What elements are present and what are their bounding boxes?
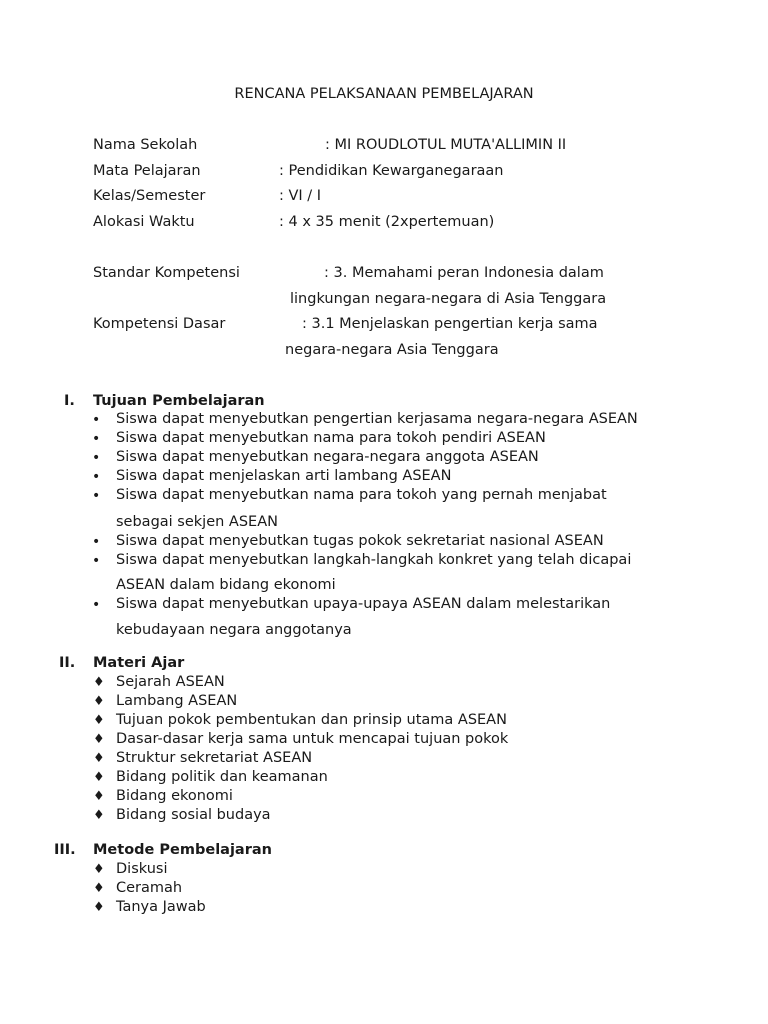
bullet-icon: • (92, 488, 101, 504)
diamond-bullet-icon: ♦ (93, 881, 105, 896)
section-heading: Metode Pembelajaran (93, 842, 272, 858)
school-value: : MI ROUDLOTUL MUTA'ALLIMIN II (325, 137, 567, 153)
kompetensi-dasar-line1: : 3.1 Menjelaskan pengertian kerja sama (302, 316, 598, 332)
bullet-icon: • (92, 431, 101, 447)
section-heading: Materi Ajar (93, 655, 185, 671)
standar-kompetensi-line2: lingkungan negara-negara di Asia Tenggara (290, 291, 607, 307)
list-item: Siswa dapat menjelaskan arti lambang ASEAN (116, 468, 452, 484)
diamond-bullet-icon: ♦ (93, 808, 105, 823)
list-item: Struktur sekretariat ASEAN (116, 750, 313, 766)
standar-kompetensi-line1: : 3. Memahami peran Indonesia dalam (324, 265, 604, 281)
class-value: : VI / I (279, 188, 322, 204)
diamond-bullet-icon: ♦ (93, 770, 105, 785)
section-numeral: III. (54, 842, 76, 858)
list-item-continuation: kebudayaan negara anggotanya (116, 622, 352, 638)
list-item: Bidang ekonomi (116, 788, 233, 804)
list-item: Siswa dapat menyebutkan nama para tokoh pendiri ASEAN (116, 430, 546, 446)
bullet-icon: • (92, 553, 101, 569)
list-item: Bidang sosial budaya (116, 807, 271, 823)
document-title: RENCANA PELAKSANAAN PEMBELAJARAN (234, 86, 534, 102)
section-numeral: II. (59, 655, 76, 671)
list-item: Dasar-dasar kerja sama untuk mencapai tujuan pokok (116, 731, 509, 747)
bullet-icon: • (92, 597, 101, 613)
school-label: Nama Sekolah (93, 137, 198, 153)
subject-value: : Pendidikan Kewarganegaraan (279, 163, 504, 179)
list-item: Bidang politik dan keamanan (116, 769, 328, 785)
list-item: Siswa dapat menyebutkan pengertian kerjasama negara-negara ASEAN (116, 411, 638, 427)
list-item: Ceramah (116, 880, 183, 896)
list-item: Tujuan pokok pembentukan dan prinsip utama ASEAN (116, 712, 507, 728)
section-numeral: I. (64, 393, 75, 409)
diamond-bullet-icon: ♦ (93, 675, 105, 690)
bullet-icon: • (92, 469, 101, 485)
list-item: Siswa dapat menyebutkan nama para tokoh yang pernah menjabat (116, 487, 607, 503)
diamond-bullet-icon: ♦ (93, 751, 105, 766)
list-item: Siswa dapat menyebutkan tugas pokok sekretariat nasional ASEAN (116, 533, 604, 549)
diamond-bullet-icon: ♦ (93, 789, 105, 804)
diamond-bullet-icon: ♦ (93, 900, 105, 915)
time-value: : 4 x 35 menit (2xpertemuan) (279, 214, 495, 230)
diamond-bullet-icon: ♦ (93, 694, 105, 709)
kompetensi-dasar-line2: negara-negara Asia Tenggara (285, 342, 499, 358)
section-heading: Tujuan Pembelajaran (93, 393, 265, 409)
subject-label: Mata Pelajaran (93, 163, 201, 179)
kompetensi-dasar-label: Kompetensi Dasar (93, 316, 226, 332)
diamond-bullet-icon: ♦ (93, 732, 105, 747)
list-item: Tanya Jawab (116, 899, 206, 915)
list-item-continuation: sebagai sekjen ASEAN (116, 514, 278, 530)
list-item: Diskusi (116, 861, 168, 877)
class-label: Kelas/Semester (93, 188, 206, 204)
bullet-icon: • (92, 534, 101, 550)
list-item: Siswa dapat menyebutkan langkah-langkah konkret yang telah dicapai (116, 552, 632, 568)
list-item: Sejarah ASEAN (116, 674, 225, 690)
standar-kompetensi-label: Standar Kompetensi (93, 265, 240, 281)
list-item: Siswa dapat menyebutkan upaya-upaya ASEAN dalam melestarikan (116, 596, 611, 612)
list-item-continuation: ASEAN dalam bidang ekonomi (116, 577, 336, 593)
diamond-bullet-icon: ♦ (93, 713, 105, 728)
bullet-icon: • (92, 412, 101, 428)
bullet-icon: • (92, 450, 101, 466)
diamond-bullet-icon: ♦ (93, 862, 105, 877)
list-item: Lambang ASEAN (116, 693, 238, 709)
time-label: Alokasi Waktu (93, 214, 195, 230)
list-item: Siswa dapat menyebutkan negara-negara anggota ASEAN (116, 449, 539, 465)
